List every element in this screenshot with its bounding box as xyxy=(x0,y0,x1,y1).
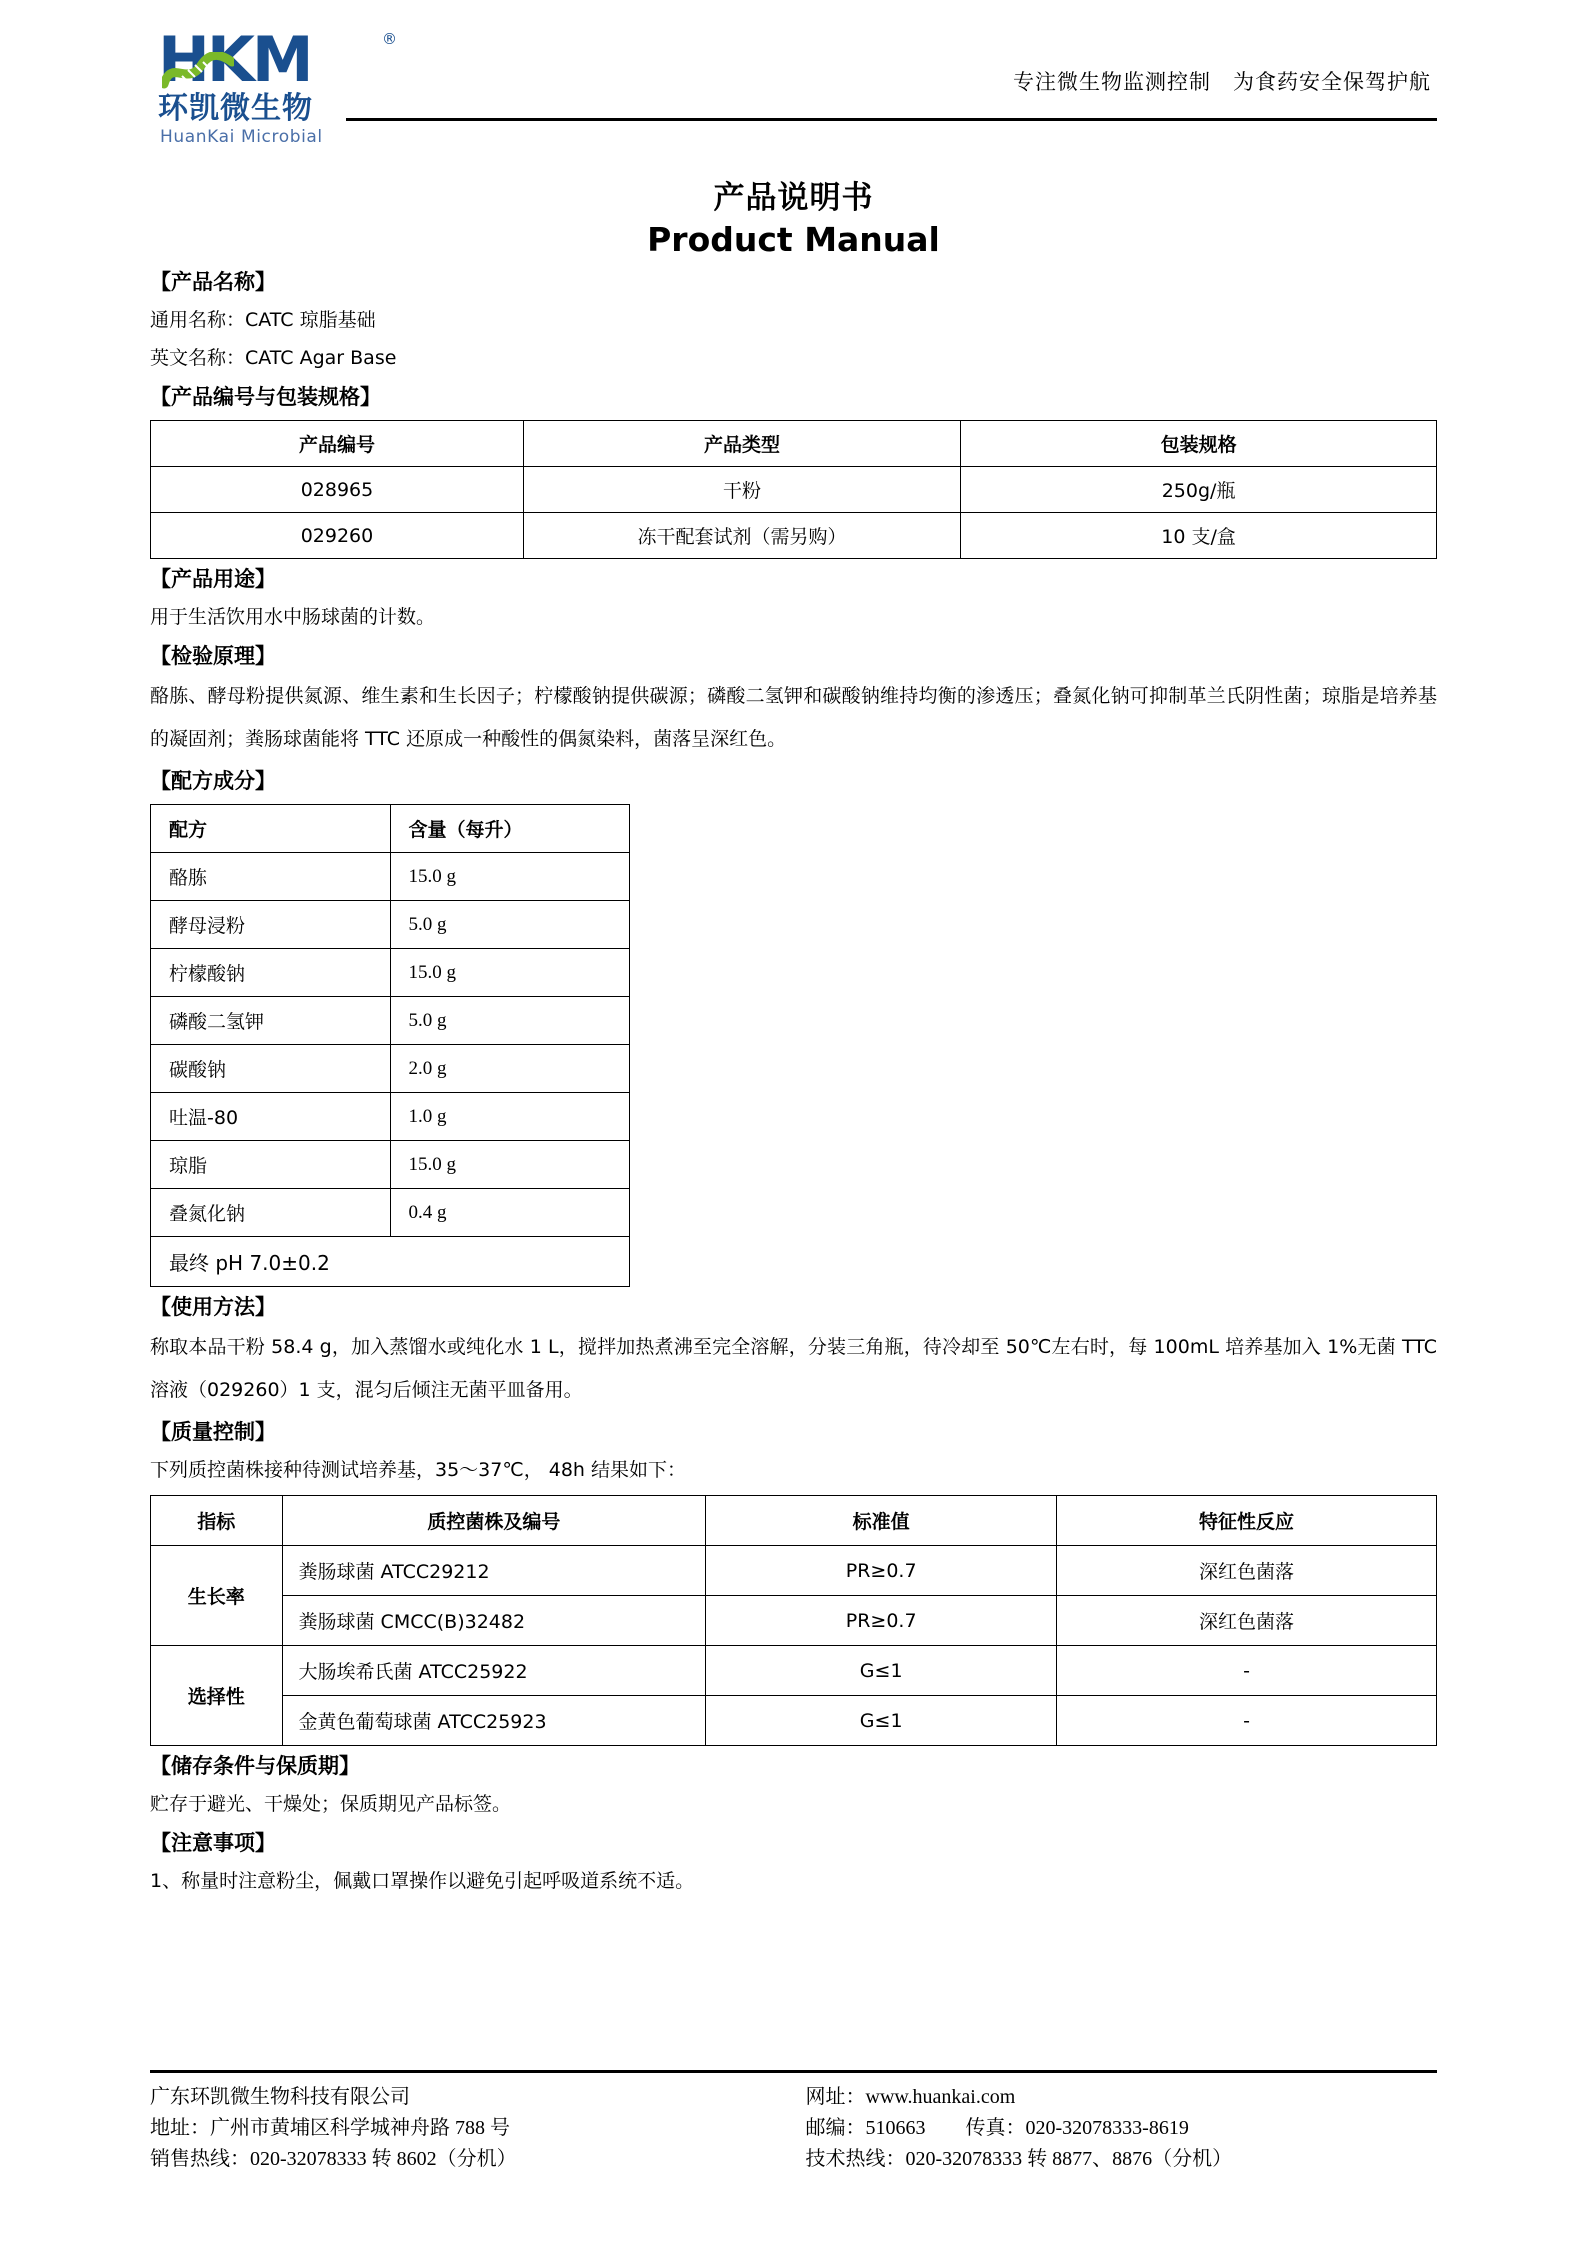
cell-standard-value: G≤1 xyxy=(706,1646,1057,1696)
cell-product-type: 干粉 xyxy=(523,467,960,513)
section-heading-precautions: 【注意事项】 xyxy=(150,1831,276,1855)
table-header-row xyxy=(151,805,630,853)
method-text: 称取本品干粉 58.4 g，加入蒸馏水或纯化水 1 L，搅拌加热煮沸至完全溶解，分装三角瓶，待冷却至 50℃左右时，每 100mL 培养基加入 1%无菌 TTC 溶液（029260）1 支，混匀后倾注无菌平皿备用。 xyxy=(150,1336,1437,1401)
table-row xyxy=(151,1546,1437,1596)
table-header-row xyxy=(151,421,1437,467)
cell-package-spec: 10 支/盒 xyxy=(961,513,1437,559)
column-header-strain: 质控菌株及编号 xyxy=(282,1496,706,1546)
page-title-chinese: 产品说明书 xyxy=(713,180,874,216)
section-heading-storage: 【储存条件与保质期】 xyxy=(150,1754,360,1778)
cell-strain: 粪肠球菌 CMCC(B)32482 xyxy=(282,1596,706,1646)
footer-sales-hotline: 销售热线：020-32078333 转 8602（分机） xyxy=(150,2148,517,2170)
cell-standard-value: PR≥0.7 xyxy=(706,1596,1057,1646)
table-row xyxy=(151,513,1437,559)
cell-standard-value: PR≥0.7 xyxy=(706,1546,1057,1596)
storage-text: 贮存于避光、干燥处；保质期见产品标签。 xyxy=(150,1793,512,1815)
cell-reaction: 深红色菌落 xyxy=(1057,1546,1437,1596)
cell-ingredient: 叠氮化钠 xyxy=(151,1189,391,1237)
header-divider xyxy=(346,118,1437,121)
column-header-product-type: 产品类型 xyxy=(523,421,960,467)
footer-left-column xyxy=(150,2082,794,2175)
page-header xyxy=(150,23,1437,156)
company-logo xyxy=(150,23,420,148)
table-row xyxy=(151,467,1437,513)
cell-group-selectivity: 选择性 xyxy=(151,1646,283,1746)
table-header-row xyxy=(151,1496,1437,1546)
section-heading-method: 【使用方法】 xyxy=(150,1295,276,1319)
column-header-characteristic-reaction: 特征性反应 xyxy=(1057,1496,1437,1546)
cell-amount: 15.0 g xyxy=(390,853,630,901)
table-row xyxy=(151,1045,630,1093)
cell-amount: 2.0 g xyxy=(390,1045,630,1093)
cell-standard-value: G≤1 xyxy=(706,1696,1057,1746)
cell-amount: 15.0 g xyxy=(390,949,630,997)
section-heading-usage: 【产品用途】 xyxy=(150,567,276,591)
logo-chinese-name: 环凯微生物 xyxy=(158,91,313,126)
cell-amount: 1.0 g xyxy=(390,1093,630,1141)
table-row xyxy=(151,1596,1437,1646)
table-row xyxy=(151,1141,630,1189)
principle-text: 酪胨、酵母粉提供氮源、维生素和生长因子；柠檬酸钠提供碳源；磷酸二氢钾和碳酸钠维持均衡的渗透压；叠氮化钠可抑制革兰氏阴性菌；琼脂是培养基的凝固剂；粪肠球菌能将 TTC 还原成一种酸性的偶氮染料，菌落呈深红色。 xyxy=(150,685,1437,750)
cell-ingredient: 吐温-80 xyxy=(151,1093,391,1141)
column-header-ingredient: 配方 xyxy=(151,805,391,853)
column-header-package-spec: 包装规格 xyxy=(961,421,1437,467)
page-title-english: Product Manual xyxy=(647,220,940,259)
footer-tech-hotline: 技术热线：020-32078333 转 8877、8876（分机） xyxy=(805,2148,1233,2170)
cell-reaction: - xyxy=(1057,1696,1437,1746)
footer-postcode-fax: 邮编：510663 传真：020-32078333-8619 xyxy=(805,2117,1189,2139)
precaution-item: 1、称量时注意粉尘，佩戴口罩操作以避免引起呼吸道系统不适。 xyxy=(150,1870,695,1892)
table-row xyxy=(151,1646,1437,1696)
product-english-name: 英文名称：CATC Agar Base xyxy=(150,347,397,369)
table-row xyxy=(151,1189,630,1237)
section-heading-quality-control: 【质量控制】 xyxy=(150,1420,276,1444)
cell-ingredient: 磷酸二氢钾 xyxy=(151,997,391,1045)
cell-ingredient: 酵母浸粉 xyxy=(151,901,391,949)
header-tagline: 专注微生物监测控制 为食药安全保驾护航 xyxy=(1013,70,1431,94)
footer-company-name: 广东环凯微生物科技有限公司 xyxy=(150,2086,410,2108)
cell-strain: 金黄色葡萄球菌 ATCC25923 xyxy=(282,1696,706,1746)
footer-columns xyxy=(150,2082,1437,2175)
table-row xyxy=(151,1696,1437,1746)
cell-amount: 5.0 g xyxy=(390,997,630,1045)
cell-ingredient: 柠檬酸钠 xyxy=(151,949,391,997)
column-header-product-code: 产品编号 xyxy=(151,421,524,467)
cell-ingredient: 琼脂 xyxy=(151,1141,391,1189)
cell-product-code: 028965 xyxy=(151,467,524,513)
cell-product-type: 冻干配套试剂（需另购） xyxy=(523,513,960,559)
registered-trademark-icon: ® xyxy=(382,30,397,48)
cell-amount: 15.0 g xyxy=(390,1141,630,1189)
page-footer xyxy=(150,2070,1437,2175)
product-common-name: 通用名称：CATC 琼脂基础 xyxy=(150,309,376,331)
cell-group-growth-rate: 生长率 xyxy=(151,1546,283,1646)
table-row xyxy=(151,1093,630,1141)
logo-mark xyxy=(150,23,418,100)
table-row xyxy=(151,949,630,997)
section-heading-product-codes: 【产品编号与包装规格】 xyxy=(150,385,381,409)
section-heading-principle: 【检验原理】 xyxy=(150,644,276,668)
column-header-amount: 含量（每升） xyxy=(390,805,630,853)
quality-control-table xyxy=(150,1495,1437,1746)
footer-divider xyxy=(150,2070,1437,2073)
footer-address: 地址：广州市黄埔区科学城神舟路 788 号 xyxy=(150,2117,510,2139)
table-row xyxy=(151,853,630,901)
cell-ingredient: 酪胨 xyxy=(151,853,391,901)
table-row xyxy=(151,997,630,1045)
document-content xyxy=(150,266,1437,1900)
formula-table xyxy=(150,804,630,1287)
usage-text: 用于生活饮用水中肠球菌的计数。 xyxy=(150,606,436,628)
column-header-indicator: 指标 xyxy=(151,1496,283,1546)
table-row xyxy=(151,901,630,949)
logo-wordmark: HKM xyxy=(158,23,311,96)
cell-strain: 大肠埃希氏菌 ATCC25922 xyxy=(282,1646,706,1696)
cell-final-ph: 最终 pH 7.0±0.2 xyxy=(151,1237,630,1287)
product-codes-table xyxy=(150,420,1437,559)
cell-package-spec: 250g/瓶 xyxy=(961,467,1437,513)
logo-english-name: HuanKai Microbial xyxy=(160,127,323,147)
cell-amount: 0.4 g xyxy=(390,1189,630,1237)
footer-right-column xyxy=(794,2082,1438,2175)
section-heading-product-name: 【产品名称】 xyxy=(150,270,276,294)
quality-control-intro: 下列质控菌株接种待测试培养基，35～37℃， 48h 结果如下： xyxy=(150,1459,686,1481)
cell-reaction: 深红色菌落 xyxy=(1057,1596,1437,1646)
footer-website: 网址：www.huankai.com xyxy=(805,2086,1016,2108)
cell-strain: 粪肠球菌 ATCC29212 xyxy=(282,1546,706,1596)
cell-reaction: - xyxy=(1057,1646,1437,1696)
cell-amount: 5.0 g xyxy=(390,901,630,949)
cell-ingredient: 碳酸钠 xyxy=(151,1045,391,1093)
section-heading-formula: 【配方成分】 xyxy=(150,769,276,793)
cell-product-code: 029260 xyxy=(151,513,524,559)
table-row-ph xyxy=(151,1237,630,1287)
column-header-standard-value: 标准值 xyxy=(706,1496,1057,1546)
